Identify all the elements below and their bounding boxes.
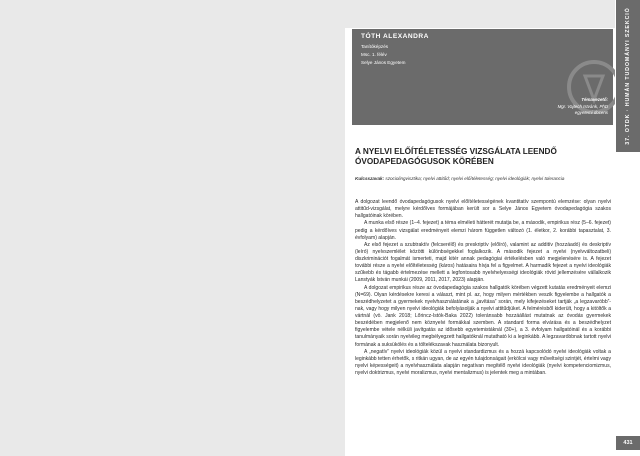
supervisor-label: Témavezető:: [581, 97, 608, 102]
supervisor-name: Mgr. Vajtech Istvánk, PhD: [557, 104, 608, 109]
affiliation-program: Tanítóképzés: [361, 44, 389, 49]
page-number: 431: [616, 436, 640, 450]
paragraph: A dolgozat empirikus része az óvodapedagógia szakos hallgatók körében végzett kutatás eredményeit elemzi (N=69). Olyan kérdésekre keresi a választ, mint pl. az, hogy milyen mértékben veszik figyelembe a hallgatók a beszédhelyzetet a gyermekek nyelvhasználatának a „javítása” során, mely kifejezéseket tartják „a legzavaróbb”-nak, vagy hogy milyen nyelvi ideológiák befolyásolják a nyelvi attitűdjüket. A felmérésből kiderült, hogy a kitöltők a vártnál (vö. Jank 2018; Lőrincz-Istók-Baka 2022) toleránsabb hozzáállást mutatnak az óvodás gyermekek beszédében megjelenő nem köznyelvi formákkal szemben. A standard forma elvárása és a beszédhelyzet figyelembe vétele nélküli javítgatás az idősebb egyetemistáknál (30+), a 3. évfolyam hallgatóinál és a korábbi tanulmányaik során nyelvileg megbélyegzett hallgatóknál mutatható ki a leginkább. A legzavaróbbnak tartott nyelvi formának a suksükölés és a töltelékszavak használata bizonyult.: [355, 284, 611, 348]
paragraph: A munka első része (1–4. fejezet) a téma elméleti hátterét mutatja be, a második, empirikus rész (5–6. fejezet) pedig a kérdőíves vizsgálat eredményeit elemzi három független változó (1. életkor, 2. korábbi tapasztalat, 3. évfolyam) alapján.: [355, 220, 611, 241]
section-label: 37. OTDK · HUMÁN TUDOMÁNYI SZEKCIÓ: [625, 7, 631, 145]
keywords-label: Kulcsszavak:: [355, 176, 385, 181]
paragraph: A „negatív” nyelvi ideológiák közül a nyelvi standardizmus és a hozzá kapcsolódó nyelvi ideológiák voltak a leginkább tetten érhetők, s ritkán ugyan, de az egyén tulajdonságait (erkölcsi vagy műveltségi szintjét, értelmi vagy nyelvi képességeit) a nyelvhasználata alapján negatívan megítélő nyelvi ideológiák (nyelvi kompetenciomizmus, nyelvi doktrizmus, nyelvi moralizmus, nyelvi mentalizmus) is jelentek meg a mintában.: [355, 348, 611, 376]
paragraph: A dolgozat leendő óvodapedagógusok nyelvi előítéletességének kvantitatív szempontú elemzése: olyan nyelvi attitűd-vizsgálat, melyre kérdőíves formájában került sor a Selye János Egyetem óvodapedagógia szakos hallgatóinak körében.: [355, 199, 611, 220]
author-name: TÓTH ALEXANDRA: [361, 33, 429, 40]
article-body: [355, 199, 611, 377]
affiliation-semester: Msc. 1. félév: [361, 52, 387, 57]
keywords-list: szociolingvisztika; nyelvi attitűd; nyelvi előítéletesség; nyelvi ideológiák; nyelvi tolerancia: [385, 176, 565, 181]
keywords: [355, 176, 611, 182]
paragraph: Az első fejezet a szubtraktív (felcserélő) és preskriptív (előíró), valamint az additív (hozzáadó) és deskriptív (leíró) nyelvszemlélet közötti különbségekkel foglalkozik. A második fejezet a nyelvi (nyelvváltozatbeli) diszkriminációt fogalmát ismerteti, majd kitér annak pedagógiai értékelésben való megjelenésére is. A fejezet további része a nyelvi előítéletesség (káros) hatásaira hívja fel a figyelmet. A harmadik fejezet a nyelvi ideológiák szűkebb és tágabb értelmezése mellett a legfontosabb nyelvhelyességi ideológiák rövid jellemzésére vállalkozik Lanstyák István munkái (2009, 2011, 2017, 2023) alapján.: [355, 241, 611, 284]
article-title: A NYELVI ELŐÍTÉLETESSÉG VIZSGÁLATA LEENDŐ ÓVODAPEDAGÓGUSOK KÖRÉBEN: [355, 147, 557, 166]
supervisor-title: egyetemi docens: [574, 110, 608, 115]
affiliation-university: Selye János Egyetem: [361, 60, 406, 65]
